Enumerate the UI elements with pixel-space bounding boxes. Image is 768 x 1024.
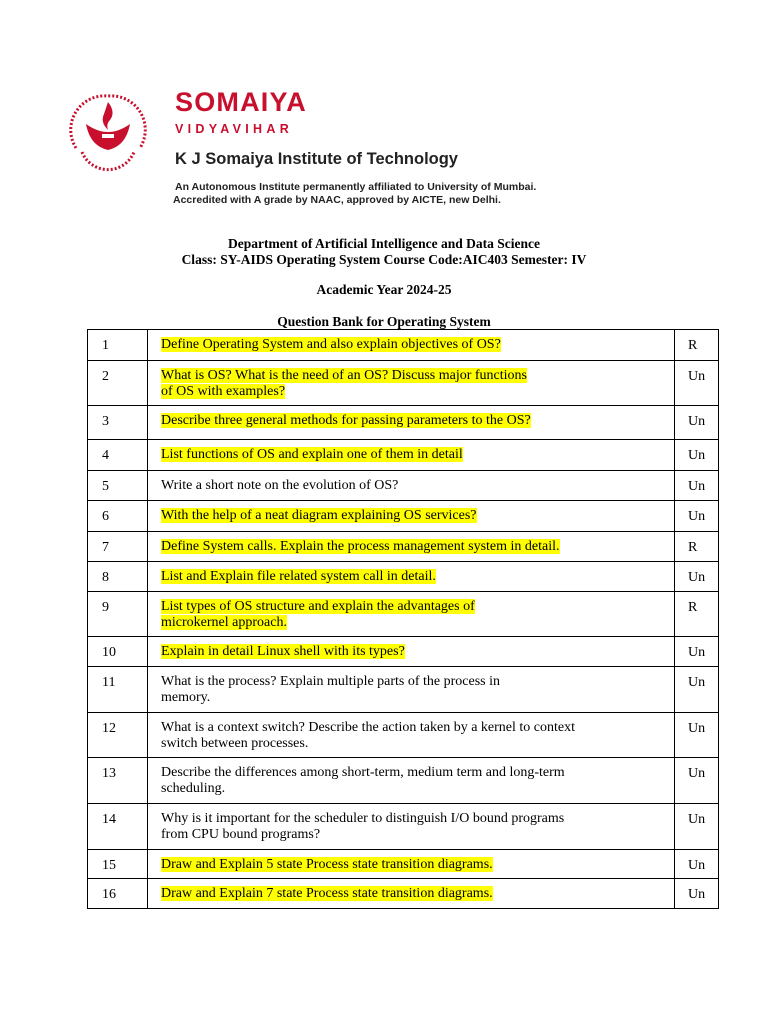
- question-level: Un: [675, 850, 719, 879]
- question-number: 15: [88, 850, 148, 879]
- question-cell: [148, 879, 675, 909]
- question-cell: [148, 361, 675, 406]
- question-text: Define System calls. Explain the process management system in detail.: [161, 539, 560, 554]
- question-text: Write a short note on the evolution of OS?: [161, 478, 399, 493]
- question-row: [88, 713, 719, 758]
- question-cell: [148, 592, 675, 637]
- question-number: 7: [88, 532, 148, 562]
- question-text: What is the process? Explain multiple parts of the process in: [161, 674, 501, 689]
- department-heading: Department of Artificial Intelligence and Data Science: [228, 236, 540, 251]
- class-line: Class: SY-AIDS Operating System Course Code:AIC403 Semester: IV: [181, 252, 587, 267]
- question-level: Un: [675, 637, 719, 667]
- question-text: switch between processes.: [161, 736, 309, 751]
- question-cell: [148, 637, 675, 667]
- question-row: [88, 330, 719, 361]
- question-number: 10: [88, 637, 148, 667]
- question-row: [88, 532, 719, 562]
- question-text: Explain in detail Linux shell with its types?: [161, 644, 405, 659]
- question-row: [88, 592, 719, 637]
- question-number: 4: [88, 440, 148, 471]
- question-cell: [148, 330, 675, 361]
- brand-name: SOMAIYA: [175, 87, 307, 117]
- question-row: [88, 850, 719, 879]
- question-text: memory.: [161, 690, 211, 705]
- question-cell: [148, 804, 675, 850]
- question-level: Un: [675, 879, 719, 909]
- question-text: scheduling.: [161, 781, 226, 796]
- academic-year: Academic Year 2024-25: [316, 282, 452, 297]
- question-row: [88, 667, 719, 713]
- question-text: Why is it important for the scheduler to distinguish I/O bound programs: [161, 811, 565, 826]
- question-cell: [148, 562, 675, 592]
- question-level: R: [675, 330, 719, 361]
- question-text: of OS with examples?: [161, 384, 286, 399]
- question-cell: [148, 532, 675, 562]
- question-number: 5: [88, 471, 148, 501]
- question-cell: [148, 501, 675, 532]
- question-text: With the help of a neat diagram explaining OS services?: [161, 508, 477, 523]
- question-text: Describe three general methods for passing parameters to the OS?: [161, 413, 531, 428]
- question-level: Un: [675, 440, 719, 471]
- question-text: What is a context switch? Describe the action taken by a kernel to context: [161, 720, 576, 735]
- question-row: [88, 406, 719, 440]
- brand-subtitle: VIDYAVIHAR: [175, 122, 294, 136]
- question-level: Un: [675, 406, 719, 440]
- question-table: [87, 329, 719, 909]
- question-text: Describe the differences among short-term, medium term and long-term: [161, 765, 565, 780]
- question-level: Un: [675, 361, 719, 406]
- question-number: 6: [88, 501, 148, 532]
- question-number: 9: [88, 592, 148, 637]
- question-level: Un: [675, 758, 719, 804]
- question-level: R: [675, 532, 719, 562]
- question-text: List and Explain file related system call in detail.: [161, 569, 436, 584]
- question-level: Un: [675, 501, 719, 532]
- question-cell: [148, 713, 675, 758]
- question-level: R: [675, 592, 719, 637]
- question-number: 11: [88, 667, 148, 713]
- question-level: Un: [675, 667, 719, 713]
- question-level: Un: [675, 713, 719, 758]
- question-text: from CPU bound programs?: [161, 827, 321, 842]
- question-number: 8: [88, 562, 148, 592]
- question-text: List functions of OS and explain one of them in detail: [161, 447, 463, 462]
- question-text: Draw and Explain 7 state Process state transition diagrams.: [161, 886, 493, 901]
- question-level: Un: [675, 471, 719, 501]
- question-number: 3: [88, 406, 148, 440]
- question-cell: [148, 471, 675, 501]
- question-cell: [148, 440, 675, 471]
- question-row: [88, 879, 719, 909]
- question-text: Define Operating System and also explain objectives of OS?: [161, 337, 501, 352]
- somaiya-logo: [62, 88, 154, 172]
- question-cell: [148, 406, 675, 440]
- question-row: [88, 501, 719, 532]
- institute-name: K J Somaiya Institute of Technology: [175, 150, 458, 168]
- question-row: [88, 471, 719, 501]
- question-level: Un: [675, 804, 719, 850]
- question-text: Draw and Explain 5 state Process state transition diagrams.: [161, 857, 493, 872]
- question-number: 2: [88, 361, 148, 406]
- affiliation-line: An Autonomous Institute permanently affiliated to University of Mumbai.: [175, 181, 537, 193]
- question-text: What is OS? What is the need of an OS? Discuss major functions: [161, 368, 528, 383]
- question-number: 13: [88, 758, 148, 804]
- question-level: Un: [675, 562, 719, 592]
- question-number: 1: [88, 330, 148, 361]
- question-row: [88, 804, 719, 850]
- accreditation-line: Accredited with A grade by NAAC, approved by AICTE, new Delhi.: [173, 194, 501, 206]
- question-number: 14: [88, 804, 148, 850]
- question-text: List types of OS structure and explain the advantages of: [161, 599, 475, 614]
- question-row: [88, 361, 719, 406]
- question-cell: [148, 667, 675, 713]
- question-number: 12: [88, 713, 148, 758]
- question-number: 16: [88, 879, 148, 909]
- question-cell: [148, 758, 675, 804]
- question-bank-title: Question Bank for Operating System: [277, 314, 491, 329]
- question-cell: [148, 850, 675, 879]
- question-row: [88, 758, 719, 804]
- question-row: [88, 562, 719, 592]
- question-row: [88, 440, 719, 471]
- question-row: [88, 637, 719, 667]
- question-text: microkernel approach.: [161, 615, 287, 630]
